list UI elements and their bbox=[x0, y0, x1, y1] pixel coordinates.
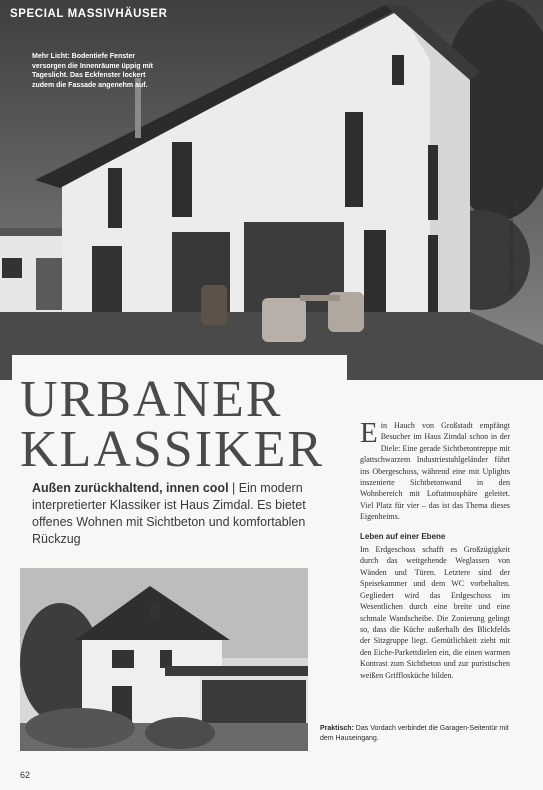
dropcap: E bbox=[360, 417, 378, 449]
body-paragraph-2: Im Erdgeschoss schafft es Großzügigkeit durch das weitgehende Weglassen von Wänden und Türen. Letztere sind der Speisekammer und dem WC vorbehalten. Gegliedert wird das Erdgeschoss im Wesentlichen durch eine breite und eine schmale Wandscheibe. Die Zonierung gelingt so, dass die Küche außerhalb des Blickfelds der Sitzgruppe liegt. Gemütlichkeit zieht mit den Eiche-Parkettdielen ein, die einen warmen Kontrast zum Sichtbeton und zur puristischen weißen Grifflosküche bilden. bbox=[360, 545, 510, 680]
section-tag: SPECIAL MASSIVHÄUSER bbox=[10, 8, 168, 20]
intro-rest: Ein modern interpretierter Klassiker ist Haus Zimdal. Es bietet offenes Wohnen mit Sichtbeton und komfortablen Rückzug bbox=[32, 481, 306, 546]
body-column bbox=[360, 417, 510, 681]
intro-text bbox=[32, 480, 332, 548]
caption2-rest: Das Vordach verbindet die Garagen-Seitentür mit dem Hauseingang. bbox=[320, 725, 509, 742]
body-paragraph-1: in Hauch von Großstadt empfängt Besucher im Haus Zimdal schon in der Diele: Eine gerade Sichtbetontreppe mit glattschwarzem Industriestahlgeländer führt ins Obergeschoss, während eine mit Uplights inszenierte Sichtbetonwand in den Wohnbereich mit Loftatmosphäre geleitet. Viel Platz für vier – das ist das Thema dieses Eigenheims. bbox=[360, 421, 510, 522]
body-subhead: Leben auf einer Ebene bbox=[360, 531, 446, 541]
second-house-illustration bbox=[20, 568, 308, 751]
page-number: 62 bbox=[20, 770, 31, 780]
intro-bold: Außen zurückhaltend, innen cool bbox=[32, 481, 229, 495]
hero-photo bbox=[0, 0, 543, 380]
second-photo bbox=[20, 568, 308, 751]
caption2-bold: Praktisch: bbox=[320, 725, 354, 732]
title-line-2: KLASSIKER bbox=[20, 421, 325, 478]
intro-separator: | bbox=[228, 481, 239, 495]
photo-credit: Fotos, Grundrisse: Baumeister-Haus bbox=[509, 202, 515, 292]
hero-caption: Mehr Licht: Bodentiefe Fenster versorgen die Innenräume üppig mit Tageslicht. Das Eckfenster lockert zudem die Fassade angenehm auf. bbox=[32, 53, 153, 89]
title-line-1: URBANER bbox=[20, 371, 283, 428]
photo-caption-2 bbox=[320, 724, 520, 743]
